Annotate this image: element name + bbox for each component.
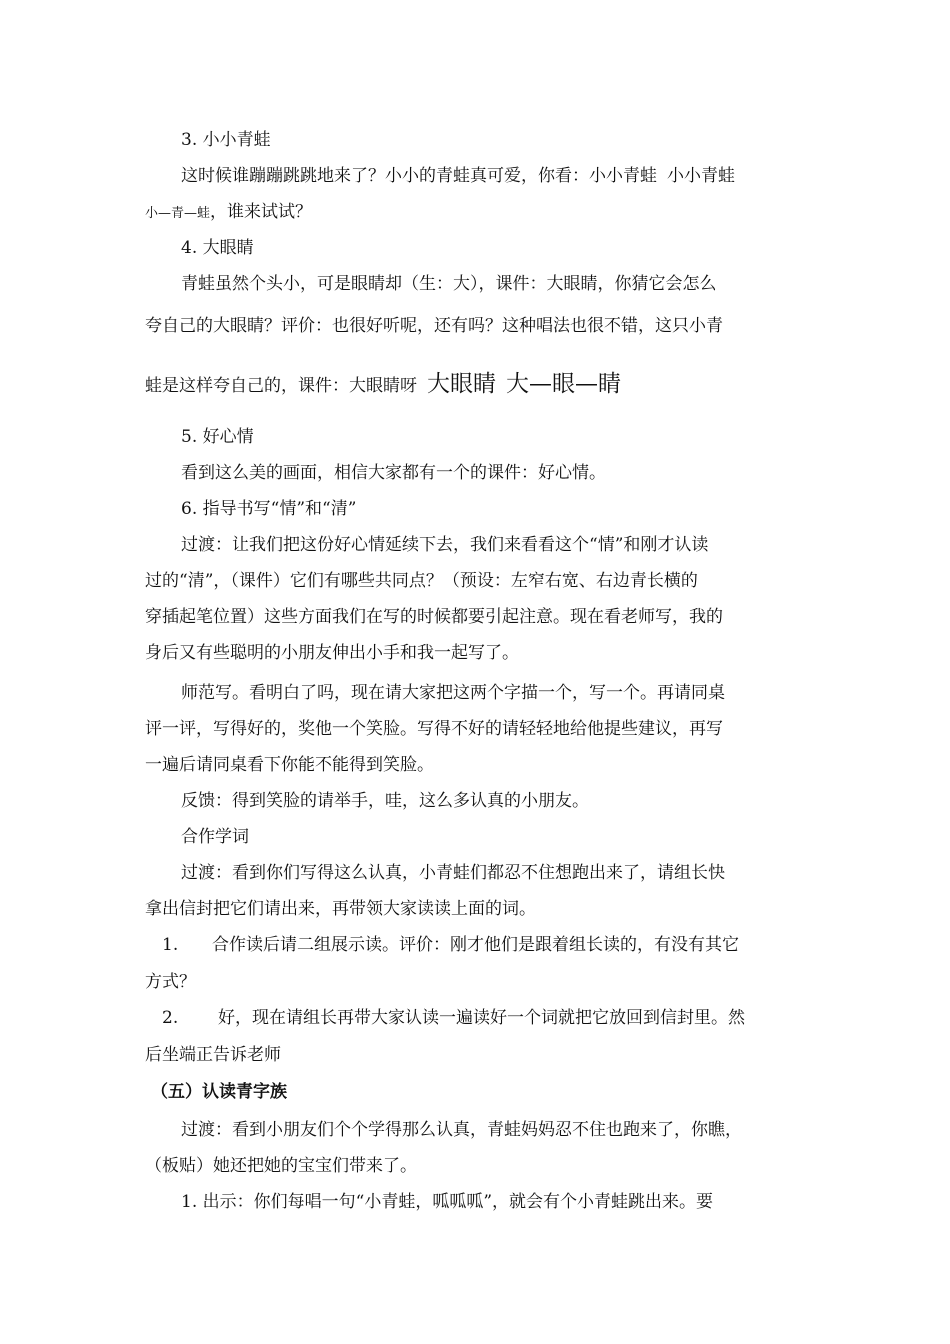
numbered-item (162, 1006, 745, 1030)
paragraph-line: 拿出信封把它们请出来，再带领大家读读上面的词。 (145, 899, 536, 919)
numbered-item (162, 933, 739, 957)
paragraph-line (145, 200, 312, 226)
item-text: 合作读后请二组展示读。评价：刚才他们是跟着组长读的，有没有其它 (212, 935, 739, 955)
section-heading: （五）认读青字族 (151, 1082, 287, 1102)
heading-writing-guide: 6. 指导书写“情”和“清” (181, 499, 357, 519)
paragraph-line: 过的“清”，（课件）它们有哪些共同点？（预设：左窄右宽、右边青长横的 (145, 571, 698, 591)
heading-small-frog: 3. 小小青蛙 (181, 130, 271, 150)
paragraph-line: 评一评，写得好的，奖他一个笑脸。写得不好的请轻轻地给他提些建议，再写 (145, 719, 723, 739)
paragraph-line: 方式？ (145, 972, 196, 992)
paragraph-line (181, 164, 735, 188)
paragraph-line: 师范写。看明白了吗，现在请大家把这两个字描一个，写一个。再请同桌 (181, 683, 725, 703)
paragraph-line: 一遍后请同桌看下你能不能得到笑脸。 (145, 755, 434, 775)
paragraph-line (145, 372, 621, 398)
text-segment: 小小青蛙 (667, 166, 735, 186)
item-number: 1. (162, 935, 179, 955)
item-text: 好，现在请组长再带大家认读一遍读好一个词就把它放回到信封里。然 (218, 1008, 745, 1028)
paragraph-line: 过渡：看到小朋友们个个学得那么认真，青蛙妈妈忍不住也跑来了，你瞧， (181, 1120, 742, 1140)
text-segment: 蛙是这样夸自己的，课件：大眼睛呀 (145, 376, 417, 396)
paragraph-line: 看到这么美的画面，相信大家都有一个的课件：好心情。 (181, 463, 606, 483)
text-segment: 这时候谁蹦蹦跳跳地来了？小小的青蛙真可爱，你看：小小青蛙 (181, 166, 657, 186)
paragraph-line: 过渡：看到你们写得这么认真，小青蛙们都忍不住想跑出来了，请组长快 (181, 863, 725, 883)
heading-cooperative-words: 合作学词 (181, 827, 249, 847)
paragraph-line: 1. 出示：你们每唱一句“小青蛙，呱呱呱”，就会有个小青蛙跳出来。要 (181, 1192, 714, 1212)
paragraph-line: 反馈：得到笑脸的请举手，哇，这么多认真的小朋友。 (181, 791, 589, 811)
text-segment-small: 小—青—蛙 (145, 206, 211, 221)
paragraph-line: 后坐端正告诉老师 (145, 1045, 281, 1065)
item-number: 2. (162, 1008, 179, 1028)
heading-good-mood: 5. 好心情 (181, 427, 254, 447)
paragraph-line: 青蛙虽然个头小，可是眼睛却（生：大），课件：大眼睛，你猜它会怎么 (181, 274, 717, 294)
paragraph-line: 过渡：让我们把这份好心情延续下去，我们来看看这个“情”和刚才认读 (181, 535, 709, 555)
paragraph-line: 身后又有些聪明的小朋友伸出小手和我一起写了。 (145, 643, 519, 663)
text-segment: ，谁来试试？ (210, 202, 313, 222)
text-segment-large: 大—眼—睛 (506, 371, 621, 397)
heading-big-eyes: 4. 大眼睛 (181, 238, 254, 258)
paragraph-line: （板贴）她还把她的宝宝们带来了。 (145, 1156, 417, 1176)
paragraph-line: 夸自己的大眼睛？评价：也很好听呢，还有吗？这种唱法也很不错，这只小青 (145, 316, 723, 336)
text-segment-large: 大眼睛 (427, 371, 496, 397)
paragraph-line: 穿插起笔位置）这些方面我们在写的时候都要引起注意。现在看老师写，我的 (145, 607, 723, 627)
